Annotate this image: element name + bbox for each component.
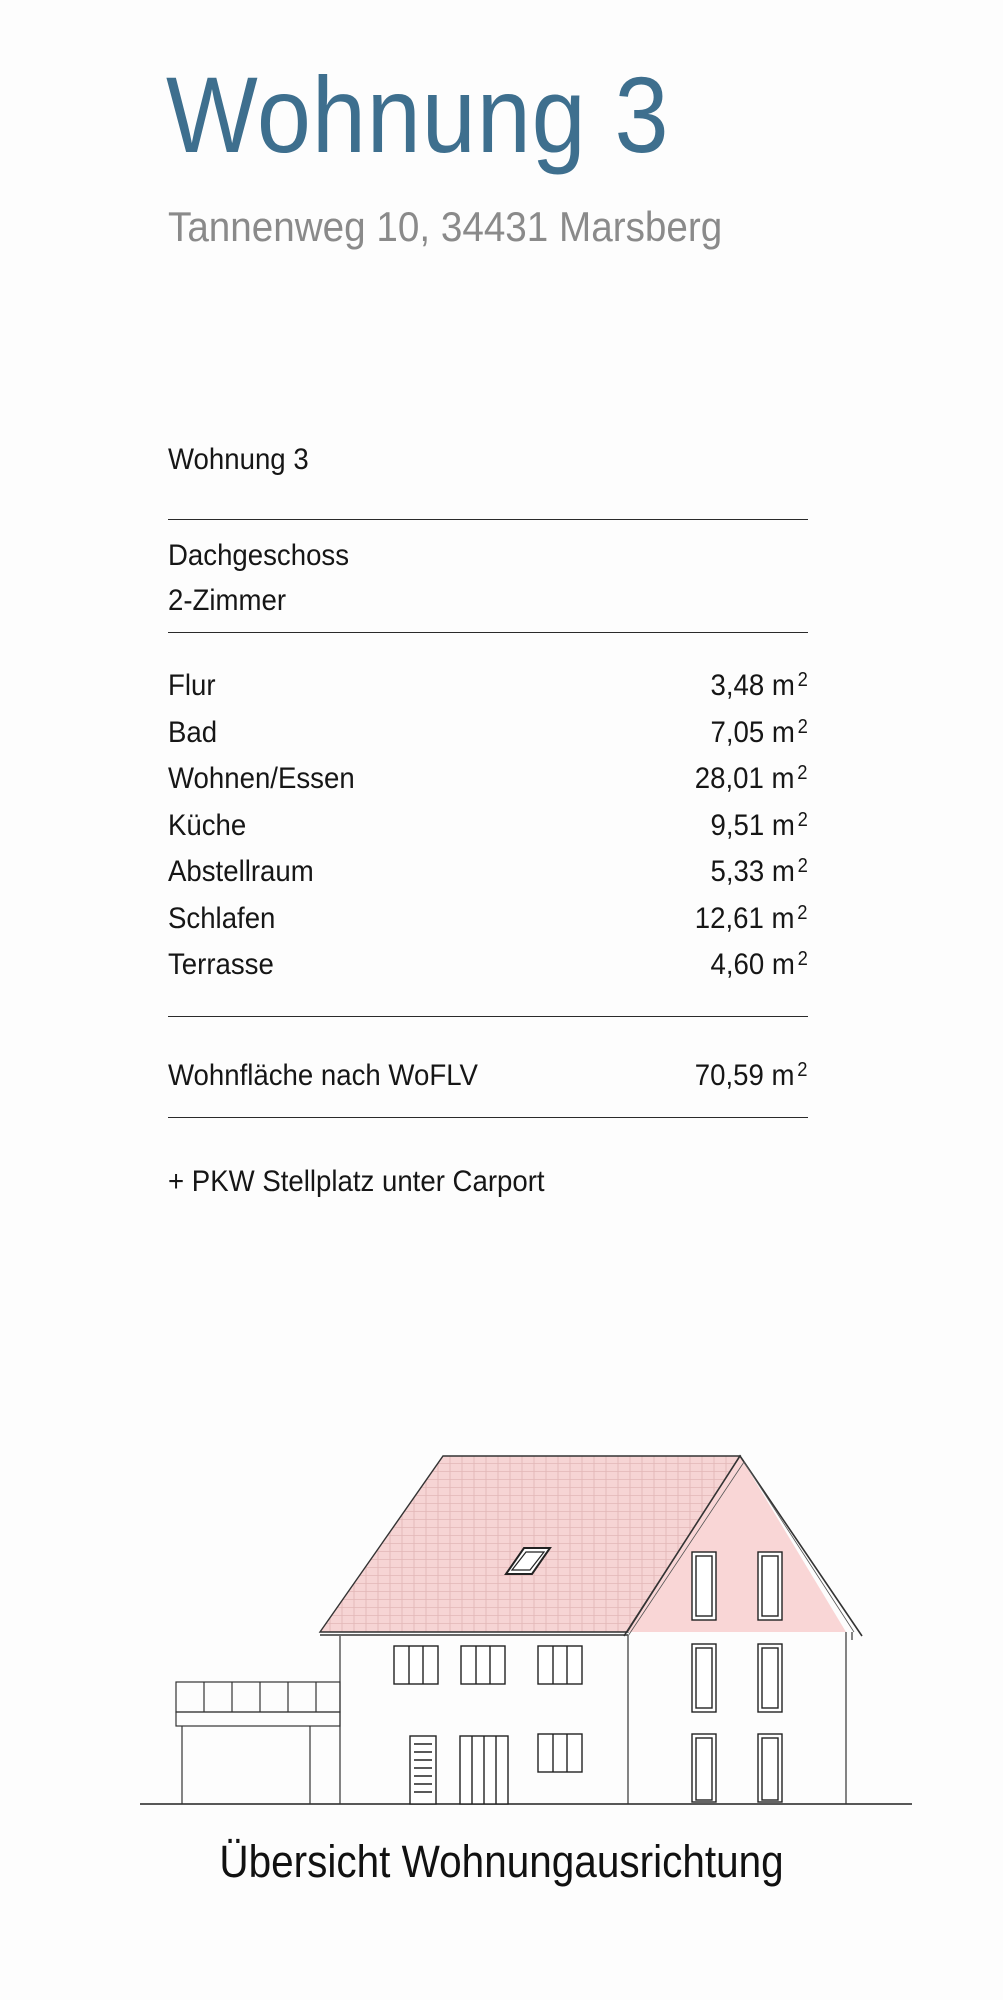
divider xyxy=(168,519,808,520)
room-row: Terrasse 4,60 m $^2$ xyxy=(168,948,808,981)
total-label: Wohnfläche nach WoFLV xyxy=(168,1059,478,1092)
upper-windows xyxy=(394,1646,582,1684)
room-row: Bad 7,05 m $^2$ xyxy=(168,715,808,749)
divider xyxy=(168,632,808,633)
parking-note: + PKW Stellplatz unter Carport xyxy=(168,1165,545,1198)
page-title: Wohnung 3 xyxy=(166,54,670,175)
total-area xyxy=(168,1047,808,1094)
house-elevation-drawing xyxy=(0,1440,1003,1820)
drawing-caption: Übersicht Wohnungausrichtung xyxy=(219,1836,784,1887)
unit-type: 2-Zimmer xyxy=(168,584,287,617)
address: Tannenweg 10, 34431 Marsberg xyxy=(168,203,723,250)
room-row: Flur 3,48 m $^2$ xyxy=(168,669,808,702)
room-row: Wohnen/Essen 28,01 m $^2$ xyxy=(168,762,808,795)
divider xyxy=(168,1016,808,1017)
room-row: Schlafen 12,61 m $^2$ xyxy=(168,901,808,935)
room-row: Abstellraum 5,33 m $^2$ xyxy=(168,855,808,888)
room-row: Küche 9,51 m $^2$ xyxy=(168,808,808,842)
unit-info xyxy=(168,533,808,623)
total-value: 70,59 m $^2$ xyxy=(695,1059,808,1092)
room-list xyxy=(168,657,808,983)
carport xyxy=(176,1682,340,1804)
ground-floor-openings xyxy=(410,1734,582,1804)
unit-floor: Dachgeschoss xyxy=(168,539,350,572)
divider xyxy=(168,1117,808,1118)
unit-name: Wohnung 3 xyxy=(168,443,309,476)
